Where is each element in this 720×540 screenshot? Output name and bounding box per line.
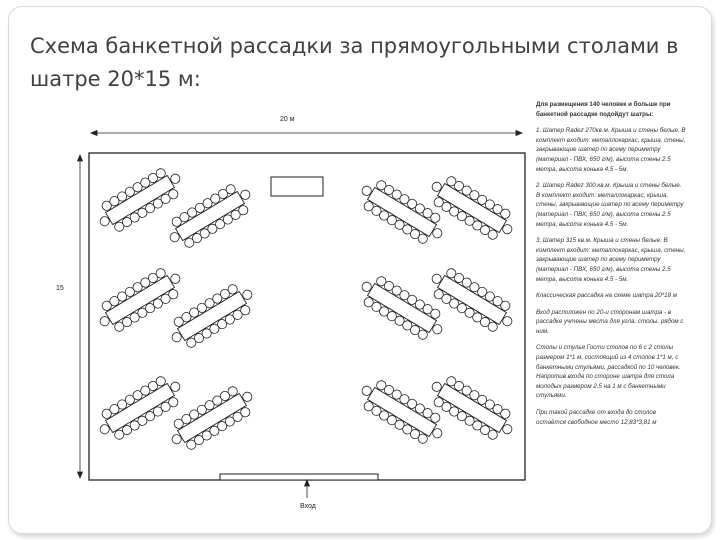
height-dimension-arrow: [78, 155, 83, 478]
banquet-table-group: [162, 178, 258, 254]
height-label: 15: [56, 285, 64, 292]
entrance-arrow: [305, 480, 310, 498]
slide-title: Схема банкетной рассадки за прямоугольными столами в шатре 20*15 м:: [30, 34, 679, 91]
banquet-table-group: [92, 262, 188, 338]
banquet-table-group: [92, 162, 188, 238]
note-paragraph: 3. Шатер 315 кв.м. Крыша и стены белые. В комплект входит: металлокаркас, крыша, стены, закрывающие шатер по всему периметру (материал - ПВХ, 650 г/м), высота стены 2.5 метра, высота конька 4.5 - 5м.: [536, 237, 686, 283]
banquet-table-group: [92, 370, 188, 446]
note-paragraph: Вход расположен по 20-и сторонам шатра - в рассадке учтены места для угла, столы, рядом с ним.: [536, 308, 684, 335]
tent-notes: [536, 100, 686, 434]
note-paragraph: Для размещения 140 человек и больше при банкетной рассадке подойдут шатры:: [536, 101, 671, 118]
banquet-tables: [92, 162, 520, 456]
note-paragraph: Столы и стулья Гости столов по 6 с 2 столы размером 1*1 м, состоящий из 4 столов 1*1 м, с банкетными стульями, рассадкой по 10 человек. Напротив входа по стороне шатра для стола молодых размером 2.5 на 1 м с банкетными стульями.: [536, 344, 681, 400]
head-table: [271, 177, 323, 196]
note-paragraph: Классическая рассадка на схеме шатра 20*18 м: [536, 292, 677, 300]
banquet-table-group: [164, 278, 260, 354]
width-dimension-arrow: [91, 131, 522, 136]
note-paragraph: При такой рассадке от входа до столов остаётся свободное место 12,83*3,81 м: [536, 409, 657, 426]
note-paragraph: 2. Шатер Radez 300 кв.м. Крыша и стены белые. В комплект входит: металлокаркас, крыша, стены, закрывающие шатер по всему периметру (материал - ПВХ, 650 г/м), высота стены 2.5 метра, высота конька 4.5 - 5м.: [536, 182, 684, 228]
entrance-platform: [220, 474, 378, 480]
banquet-table-group: [164, 380, 260, 456]
width-label: 20 м: [280, 116, 295, 123]
note-paragraph: 1. Шатер Radez 270кв.м. Крыша и стены белые. В комплект входит: металлокаркас, крыша, стены, закрывающие шатер по всему периметру (материал - ПВХ, 650 г/м), высота стены 2.5 метра, высота конька 4.5 - 5м.: [536, 127, 686, 173]
entrance-label: Вход: [300, 503, 316, 510]
